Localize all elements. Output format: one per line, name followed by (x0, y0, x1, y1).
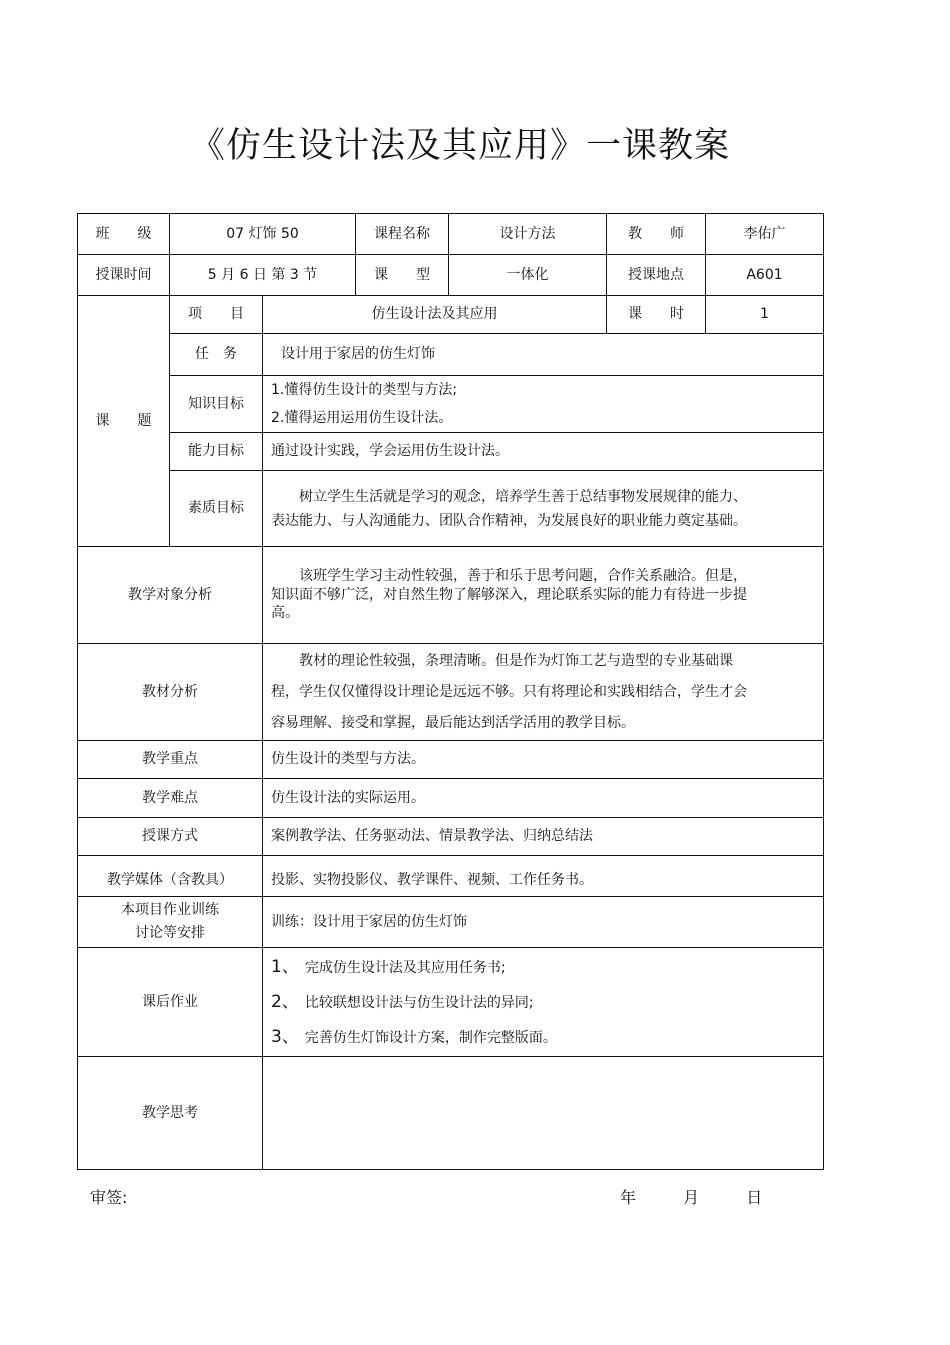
time-value: 5 月 6 日 第 3 节 (170, 255, 356, 296)
table-row (78, 856, 824, 897)
table-row (78, 214, 824, 255)
material-value: 教材的理论性较强，条理清晰。但是作为灯饰工艺与造型的专业基础课程，学生仅仅懂得设计理论是远远不够。只有将理论和实践相结合，学生才会容易理解、接受和掌握，最后能达到活学活用的教学目标。 (263, 644, 824, 741)
training-label-line: 讨论等安排 (135, 925, 205, 941)
table-row (78, 547, 824, 644)
key-label: 教学重点 (78, 741, 263, 779)
course-value: 设计方法 (449, 214, 607, 255)
material-label: 教材分析 (78, 644, 263, 741)
time-label: 授课时间 (78, 255, 170, 296)
audience-label: 教学对象分析 (78, 547, 263, 644)
media-value: 投影、实物投影仪、教学课件、视频、工作任务书。 (263, 856, 824, 897)
ability-value: 通过设计实践，学会运用仿生设计法。 (263, 433, 824, 471)
class-label: 班 级 (78, 214, 170, 255)
lesson-plan-table (77, 213, 824, 1170)
reflection-value (263, 1057, 824, 1170)
course-label: 课程名称 (356, 214, 449, 255)
table-row (78, 296, 824, 334)
homework-item (271, 1020, 815, 1055)
date-line (620, 1185, 804, 1208)
teacher-label: 教 师 (607, 214, 706, 255)
quality-label: 素质目标 (170, 471, 263, 547)
training-label (78, 897, 263, 948)
table-row (78, 471, 824, 547)
training-label-line: 本项目作业训练 (121, 902, 219, 918)
method-label: 授课方式 (78, 818, 263, 856)
key-value: 仿生设计的类型与方法。 (263, 741, 824, 779)
training-value: 训练：设计用于家居的仿生灯饰 (263, 897, 824, 948)
quality-value: 树立学生生活就是学习的观念，培养学生善于总结事物发展规律的能力、表达能力、与人沟通能力、团队合作精神，为发展良好的职业能力奠定基础。 (263, 471, 824, 547)
homework-item (271, 950, 815, 985)
table-row (78, 897, 824, 948)
difficulty-label: 教学难点 (78, 779, 263, 818)
table-row (78, 741, 824, 779)
table-row (78, 644, 824, 741)
teacher-value: 李佑广 (706, 214, 824, 255)
table-row (78, 376, 824, 433)
hours-value: 1 (706, 296, 824, 334)
knowledge-label: 知识目标 (170, 376, 263, 433)
ability-label: 能力目标 (170, 433, 263, 471)
class-value: 07 灯饰 50 (170, 214, 356, 255)
homework-text: 完成仿生设计法及其应用任务书; (304, 959, 506, 976)
month-label: 月 (683, 1188, 700, 1207)
homework-number: 1、 (271, 956, 299, 977)
review-label: 审签: (90, 1188, 128, 1207)
table-row (78, 818, 824, 856)
homework-number: 2、 (271, 991, 299, 1012)
difficulty-value: 仿生设计法的实际运用。 (263, 779, 824, 818)
table-row (78, 334, 824, 376)
page-title: 《仿生设计法及其应用》一课教案 (189, 126, 730, 166)
table-row (78, 779, 824, 818)
task-value: 设计用于家居的仿生灯饰 (263, 334, 824, 376)
homework-item (271, 985, 815, 1020)
media-label: 教学媒体（含教具） (78, 856, 263, 897)
year-label: 年 (620, 1188, 637, 1207)
place-value: A601 (706, 255, 824, 296)
homework-text: 完善仿生灯饰设计方案，制作完整版面。 (304, 1029, 557, 1046)
type-label: 课 型 (356, 255, 449, 296)
project-value: 仿生设计法及其应用 (263, 296, 607, 334)
type-value: 一体化 (449, 255, 607, 296)
place-label: 授课地点 (607, 255, 706, 296)
homework-list (263, 948, 824, 1057)
hours-label: 课 时 (607, 296, 706, 334)
table-row (78, 433, 824, 471)
homework-text: 比较联想设计法与仿生设计法的异同; (304, 994, 534, 1011)
table-row (78, 255, 824, 296)
audience-value: 该班学生学习主动性较强，善于和乐于思考问题，合作关系融洽。但是，知识面不够广泛，对自然生物了解够深入，理论联系实际的能力有待进一步提高。 (263, 547, 824, 644)
method-value: 案例教学法、任务驱动法、情景教学法、归纳总结法 (263, 818, 824, 856)
topic-label: 课 题 (78, 296, 170, 547)
table-row (78, 948, 824, 1057)
day-label: 日 (746, 1188, 763, 1207)
project-label: 项 目 (170, 296, 263, 334)
knowledge-line: 2.懂得运用运用仿生设计法。 (271, 410, 453, 426)
task-label: 任 务 (170, 334, 263, 376)
homework-label: 课后作业 (78, 948, 263, 1057)
knowledge-value (263, 376, 824, 433)
knowledge-line: 1.懂得仿生设计的类型与方法; (271, 382, 458, 398)
homework-number: 3、 (271, 1026, 299, 1047)
reflection-label: 教学思考 (78, 1057, 263, 1170)
table-row (78, 1057, 824, 1170)
